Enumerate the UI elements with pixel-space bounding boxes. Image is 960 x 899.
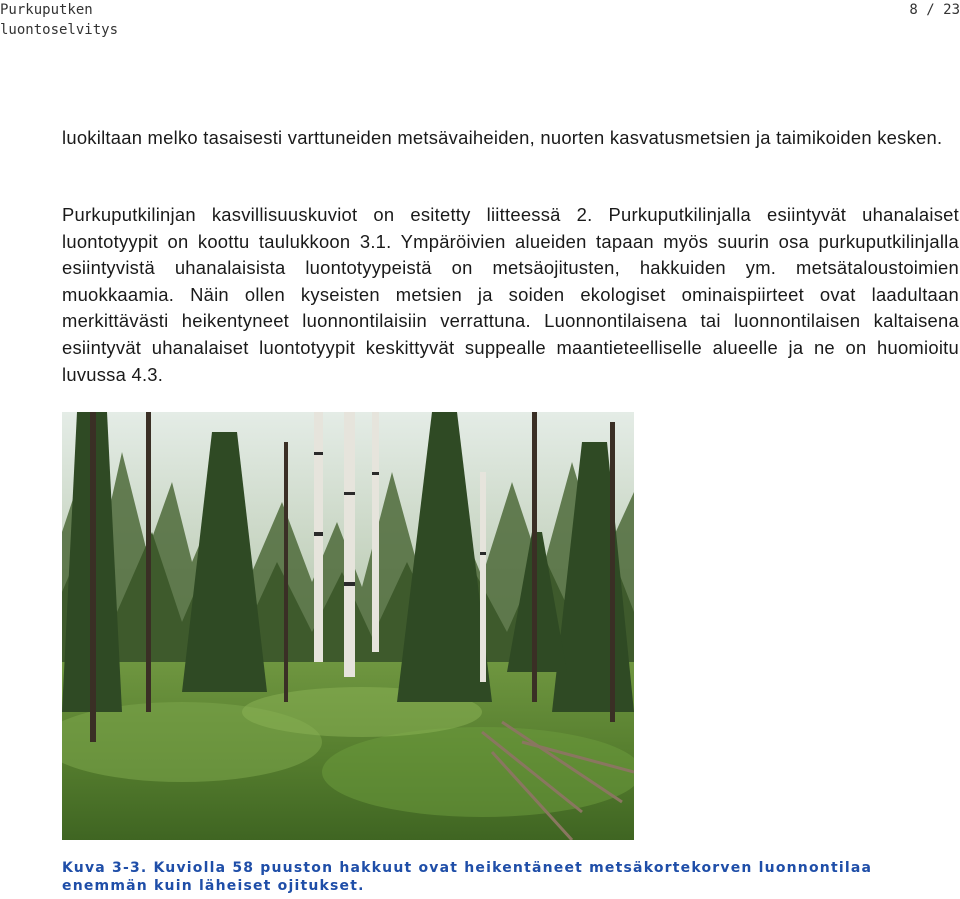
paragraph-1: luokiltaan melko tasaisesti varttuneiden metsävaiheiden, nuorten kasvatusmetsien ja taimikoiden kesken. — [62, 127, 943, 148]
doc-title-line1: Purkuputken — [0, 2, 93, 18]
page-indicator: 8 / 23 — [909, 2, 960, 18]
running-header — [0, 0, 118, 40]
forest-photo — [62, 412, 634, 840]
figure-caption: Kuva 3-3. Kuviolla 58 puuston hakkuut ovat heikentäneet metsäkortekorven luonnontilaa enemmän kuin läheiset ojitukset. — [62, 860, 873, 894]
paragraph-2: Purkuputkilinjan kasvillisuuskuviot on esitetty liitteessä 2. Purkuputkilinjalla esiintyvät uhanalaiset luontotyypit on koottu taulukkoon 3.1. Ympäröivien alueiden tapaan myös suurin osa purkuputkilinjalla esiintyvistä uhanalaisista luontotyypeistä on metsäojitusten, hakkuiden ym. metsätaloustoimien muokkaamia. Näin ollen kyseisten metsien ja soiden ekologiset ominaispiirteet ovat laadultaan merkittävästi heikentyneet luonnontilaisiin verrattuna. Luonnontilaisena tai luonnontilaisen kaltaisena esiintyvät uhanalaiset luontotyypit keskittyvät suppealle maantieteelliselle alueelle ja ne on huomioitu luvussa 4.3. — [62, 204, 959, 385]
doc-title-line2: luontoselvitys — [0, 22, 119, 38]
